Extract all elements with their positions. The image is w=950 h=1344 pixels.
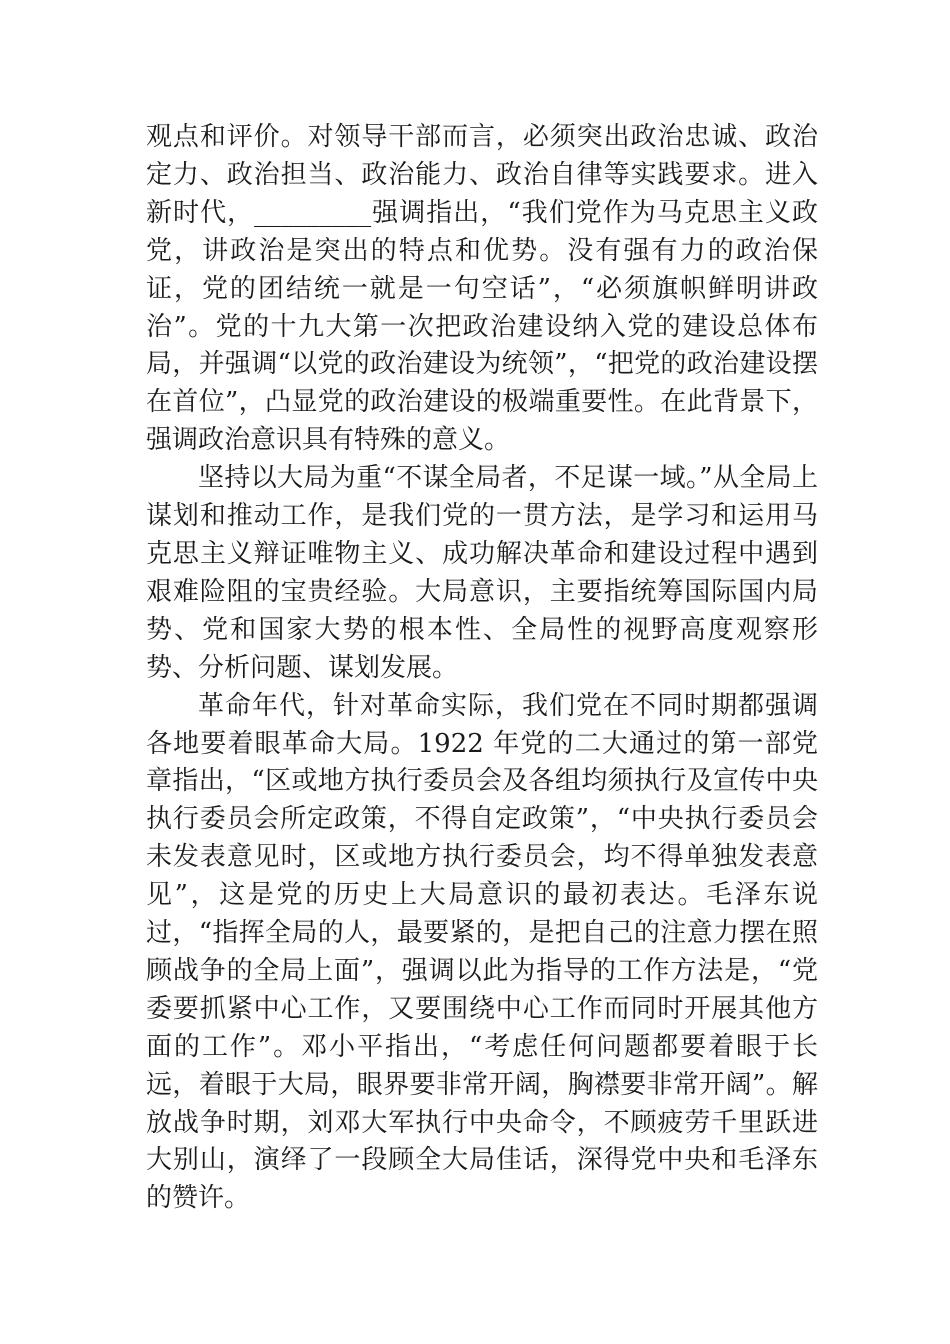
document-body <box>146 119 818 1218</box>
paragraph-1: 观点和评价。对领导干部而言，必须突出政治忠诚、政治定力、政治担当、政治能力、政治自律等实践要求。进入新时代，_________强调指出，“我们党作为马克思主义政党，讲政治是突出的特点和优势。没有强有力的政治保证，党的团结统一就是一句空话”，“必须旗帜鲜明讲政治”。党的十九大第一次把政治建设纳入党的建设总体布局，并强调“以党的政治建设为统领”，“把党的政治建设摆在首位”，凸显党的政治建设的极端重要性。在此背景下，强调政治意识具有特殊的意义。 <box>146 122 818 456</box>
paragraph-3: 革命年代，针对革命实际，我们党在不同时期都强调各地要着眼革命大局。1922 年党的二大通过的第一部党章指出，“区或地方执行委员会及各组均须执行及宣传中央执行委员会所定政策，不得自定政策”，“中央执行委员会未发表意见时，区或地方执行委员会，均不得单独发表意见”，这是党的历史上大局意识的最初表达。毛泽东说过，“指挥全局的人，最要紧的，是把自己的注意力摆在照顾战争的全局上面”，强调以此为指导的工作方法是，“党委要抓紧中心工作，又要围绕中心工作而同时开展其他方面的工作”。邓小平指出，“考虑任何问题都要着眼于长远，着眼于大局，眼界要非常开阔，胸襟要非常开阔”。解放战争时期，刘邓大军执行中央命令，不顾疲劳千里跃进大别山，演绎了一段顾全大局佳话，深得党中央和毛泽东的赞许。 <box>146 690 818 1214</box>
paragraph-2: 坚持以大局为重“不谋全局者，不足谋一域。”从全局上谋划和推动工作，是我们党的一贯方法，是学习和运用马克思主义辩证唯物主义、成功解决革命和建设过程中遇到艰难险阻的宝贵经验。大局意识，主要指统筹国际国内局势、党和国家大势的根本性、全局性的视野高度观察形势、分析问题、谋划发展。 <box>146 463 818 683</box>
